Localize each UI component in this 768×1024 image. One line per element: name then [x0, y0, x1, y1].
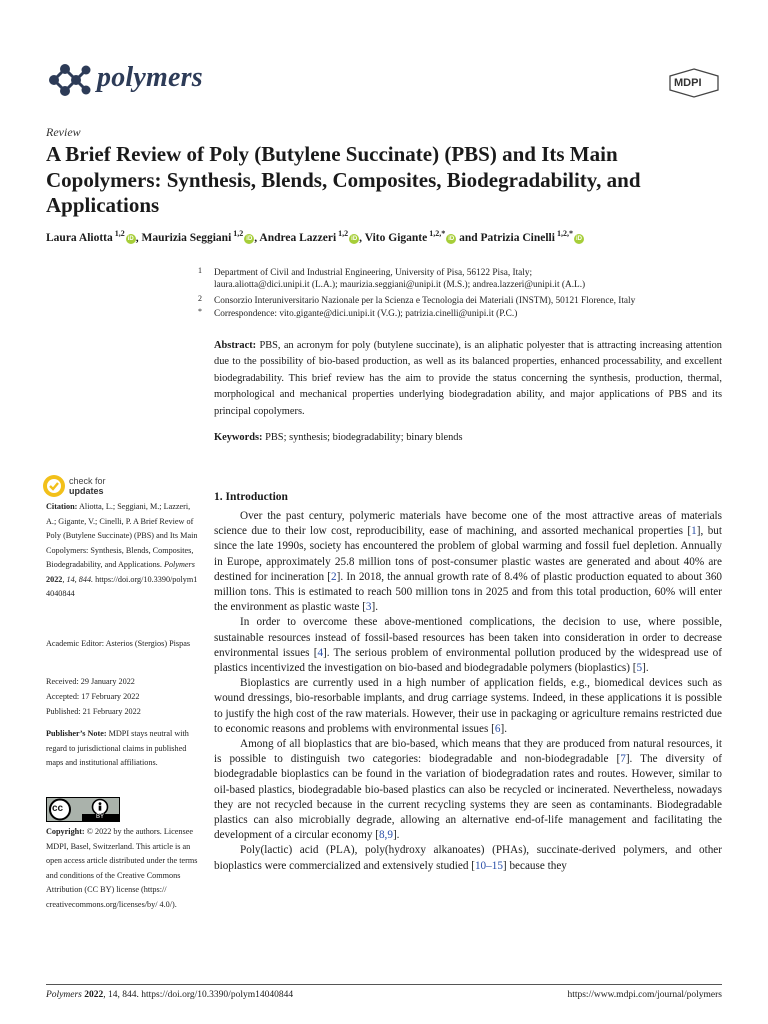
- reference-link[interactable]: 8,9: [378, 829, 393, 842]
- body-paragraph: [214, 676, 722, 737]
- author-affiliation-sup: 1,2: [336, 229, 349, 238]
- citation-block: [46, 500, 198, 602]
- keywords: [214, 431, 722, 445]
- author-name: Vito Gigante: [364, 231, 428, 244]
- abstract: [214, 338, 722, 420]
- author-affiliation-sup: 1,2,*: [554, 229, 573, 238]
- footer-journal: Polymers: [46, 990, 82, 1000]
- orcid-icon[interactable]: iD: [575, 235, 582, 242]
- abstract-label: Abstract:: [214, 340, 257, 351]
- copyright-text: © 2022 by the authors. Licensee MDPI, Basel, Switzerland. This article is an open access article distributed under the terms and conditions of the Creative Commons Attribution (CC BY) license (https:// creativecommons.org/licenses/by/ 4.0/).: [46, 827, 198, 909]
- reference-link[interactable]: 7: [620, 753, 626, 766]
- footer-rule: [46, 984, 722, 985]
- citation-journal: Polymers: [163, 560, 195, 569]
- body-text-run: Among of all bioplastics that are bio-based, which means that they are produced from natural resources, it is possible to distinguish two categories: biodegradable and non-biodegradable [: [214, 738, 722, 766]
- publisher-name: MDPI: [674, 77, 702, 89]
- article-type: Review: [46, 125, 81, 139]
- reference-link[interactable]: 4: [317, 646, 324, 659]
- correspondence: [198, 307, 734, 320]
- body-paragraph: [214, 615, 722, 676]
- author-affiliation-sup: 1,2: [231, 229, 244, 238]
- date-accepted: Accepted: 17 February 2022: [46, 692, 140, 701]
- body-text-run: ]. The diversity of biodegradable bioplastics can be found in the variation of biodegradation rates and routes. However, similar to oil-based plastics, biodegradable bio-based plastics can also be recycled or incinerated. Nevertheless, nowadays they are not recycled because in the current recycling systems they are seen as contaminants. Biodegradable plastics can also microbially degrade, allowing an alternative end-of-life management and facilitating the development of a circular economy [: [214, 753, 722, 842]
- check-for-updates-button[interactable]: [42, 473, 152, 499]
- author-list: Laura Aliotta $^{1,2}$iD , Maurizia Seggiani $^{1,2}$iD , Andrea Lazzeri $^{1,2}$iD , Vito Gigante $^{1,2,*}$iD and Patrizia Cinelli $^{1,2,*}$iD: [46, 229, 582, 244]
- footer-volume-doi[interactable]: , 14, 844. https://doi.org/10.3390/polym14040844: [103, 990, 294, 1000]
- body-text-run: Bioplastics are currently used in a high number of application fields, e.g., biomedical devices such as wound dressings, bio-resorbable implants, and drug carriage systems. Indeed, in these applications it is possible to justify the high cost of the raw materials. However, their use in packaging or agriculture remains restricted due to economic reasons and problems with environmental issues [: [214, 677, 722, 735]
- body-text-run: ] because they: [502, 859, 567, 872]
- publisher-note-label: Publisher’s Note:: [46, 729, 107, 738]
- body-paragraph: [214, 509, 722, 615]
- check-updates-icon: [42, 474, 66, 498]
- body-text-run: ], but since the late 1990s, society has encountered the problem of global warming and fossil fuel depletion. Annually in Europe, approximately 25.8 million tons of post-consumer plastic wastes are generated and about 40% are destined for incineration [: [214, 525, 722, 583]
- affiliation-mark: *: [198, 307, 202, 316]
- correspondence-text: Correspondence: vito.gigante@dici.unipi.it (V.G.); patrizia.cinelli@unipi.it (P.C.): [214, 309, 518, 319]
- journal-name[interactable]: polymers: [97, 62, 203, 93]
- section-heading: 1. Introduction: [214, 491, 288, 503]
- reference-link[interactable]: 10–15: [474, 859, 503, 872]
- publisher-note: [46, 727, 198, 771]
- citation-year: 2022: [46, 574, 63, 584]
- footer-journal-url[interactable]: https://www.mdpi.com/journal/polymers: [567, 990, 722, 1000]
- reference-link[interactable]: 1: [691, 525, 697, 538]
- reference-link[interactable]: 2: [331, 570, 337, 583]
- footer-year: 2022: [84, 990, 104, 1000]
- citation-text: Aliotta, L.; Seggiani, M.; Lazzeri, A.; Gigante, V.; Cinelli, P. A Brief Review of Poly (Butylene Succinate) (PBS) and Its Main Copolymers: Synthesis, Blends, Composites, Biodegradability, and Applications.: [46, 502, 198, 569]
- author-name: Maurizia Seggiani: [141, 231, 232, 244]
- body-paragraph: [214, 737, 722, 843]
- orcid-icon[interactable]: iD: [351, 235, 358, 242]
- affiliation-text: Department of Civil and Industrial Engineering, University of Pisa, 56122 Pisa, Italy;: [214, 268, 533, 278]
- orcid-icon[interactable]: iD: [448, 235, 455, 242]
- body-text-run: ].: [371, 601, 379, 614]
- publisher-logo[interactable]: [668, 68, 720, 98]
- journal-logo-icon: [46, 60, 92, 100]
- article-title: A Brief Review of Poly (Butylene Succinate) (PBS) and Its Main Copolymers: Synthesis, Blends, Composites, Biodegradability, and Applications: [46, 142, 641, 217]
- publisher-note-text: MDPI stays neutral with regard to jurisdictional claims in published maps and institutional affiliations.: [46, 729, 189, 767]
- author-name: Andrea Lazzeri: [259, 231, 337, 244]
- reference-link[interactable]: 3: [365, 601, 372, 614]
- reference-link[interactable]: 6: [494, 722, 501, 735]
- author-name: Patrizia Cinelli: [480, 231, 555, 244]
- author-affiliation-sup: 1,2: [112, 229, 125, 238]
- keywords-text: PBS; synthesis; biodegradability; binary blends: [265, 432, 463, 443]
- body-paragraph: [214, 843, 722, 873]
- check-updates-line1: check for: [69, 476, 106, 486]
- reference-link[interactable]: 5: [636, 662, 643, 675]
- copyright-label: Copyright:: [46, 827, 85, 836]
- author-affiliation-sup: 1,2,*: [427, 229, 446, 238]
- body-text-run: ]. The serious problem of environmental pollution produced by the widespread use of plastics incentivized the investigation on bio-based and biodegradable polymers (bioplastics) [: [214, 646, 722, 675]
- keywords-label: Keywords:: [214, 432, 263, 443]
- affiliation-2: [198, 294, 734, 307]
- affiliation-emails: laura.aliotta@dici.unipi.it (L.A.); maurizia.seggiani@unipi.it (M.S.); andrea.lazzeri@unipi.it (A.L.): [214, 280, 586, 291]
- body-text-run: Poly(lactic) acid (PLA), poly(hydroxy alkanoates) (PHAs), succinate-derived polymers, and other bioplastics were commercialized and extensively studied [: [214, 844, 722, 872]
- body-text: [214, 509, 722, 874]
- check-updates-line2: updates: [69, 486, 104, 496]
- orcid-icon[interactable]: iD: [246, 235, 253, 242]
- date-published: Published: 21 February 2022: [46, 707, 141, 716]
- citation-doi-link[interactable]: https://doi.org/10.3390/polym14040844: [46, 574, 198, 598]
- affiliation-text: Consorzio Interuniversitario Nazionale per la Scienza e Tecnologia dei Materiali (INSTM), 50121 Florence, Italy: [214, 296, 636, 306]
- body-text-run: ].: [500, 722, 507, 735]
- cc-by-license-badge[interactable]: [46, 797, 120, 822]
- affiliation-1: [198, 266, 734, 291]
- copyright-block: [46, 825, 198, 912]
- abstract-text: PBS, an acronym for poly (butylene succinate), is an aliphatic polyester that is attracting increasing attention due to the possibility of bio-based production, as well as its balanced properties, enhanced processability, and excellent biodegradability. This brief review has the aim to provide the status concerning the synthesis, production, thermal, morphological and mechanical properties underlying biodegradation ability, and major applications of PBS and its principal copolymers.: [214, 340, 722, 417]
- body-text-run: ].: [392, 829, 400, 842]
- academic-editor: Academic Editor: Asterios (Stergios) Pispas: [46, 639, 191, 648]
- body-text-run: In order to overcome these above-mentioned complications, the decision to use, where possible, sustainable resources instead of fossil-based resources has been taken into consideration in order to decrease environmental issues [: [214, 616, 722, 659]
- body-text-run: ]. In 2018, the annual growth rate of 8.4% of plastic production equated to about 360 million tons. This is estimated to reach 500 million tons in 2025 and from this total production, 60% will enter the environment as plastic waste [: [214, 570, 723, 614]
- body-text-run: ].: [642, 662, 649, 675]
- affiliation-mark: 1: [198, 266, 202, 275]
- citation-label: Citation:: [46, 502, 78, 511]
- author-name: Laura Aliotta: [46, 231, 113, 244]
- citation-volume: , 14, 844.: [62, 574, 94, 584]
- by-icon: BY: [96, 814, 105, 820]
- cc-icon: cc: [52, 803, 64, 814]
- body-text-run: Over the past century, polymeric materials have become one of the most attractive areas of materials science due to their low cost, reproducibility, ease of machining, and assorted mechanical properties [: [214, 510, 722, 538]
- footer-citation: [46, 990, 293, 1000]
- orcid-icon[interactable]: iD: [127, 235, 134, 242]
- date-received: Received: 29 January 2022: [46, 677, 135, 686]
- affiliation-mark: 2: [198, 294, 202, 303]
